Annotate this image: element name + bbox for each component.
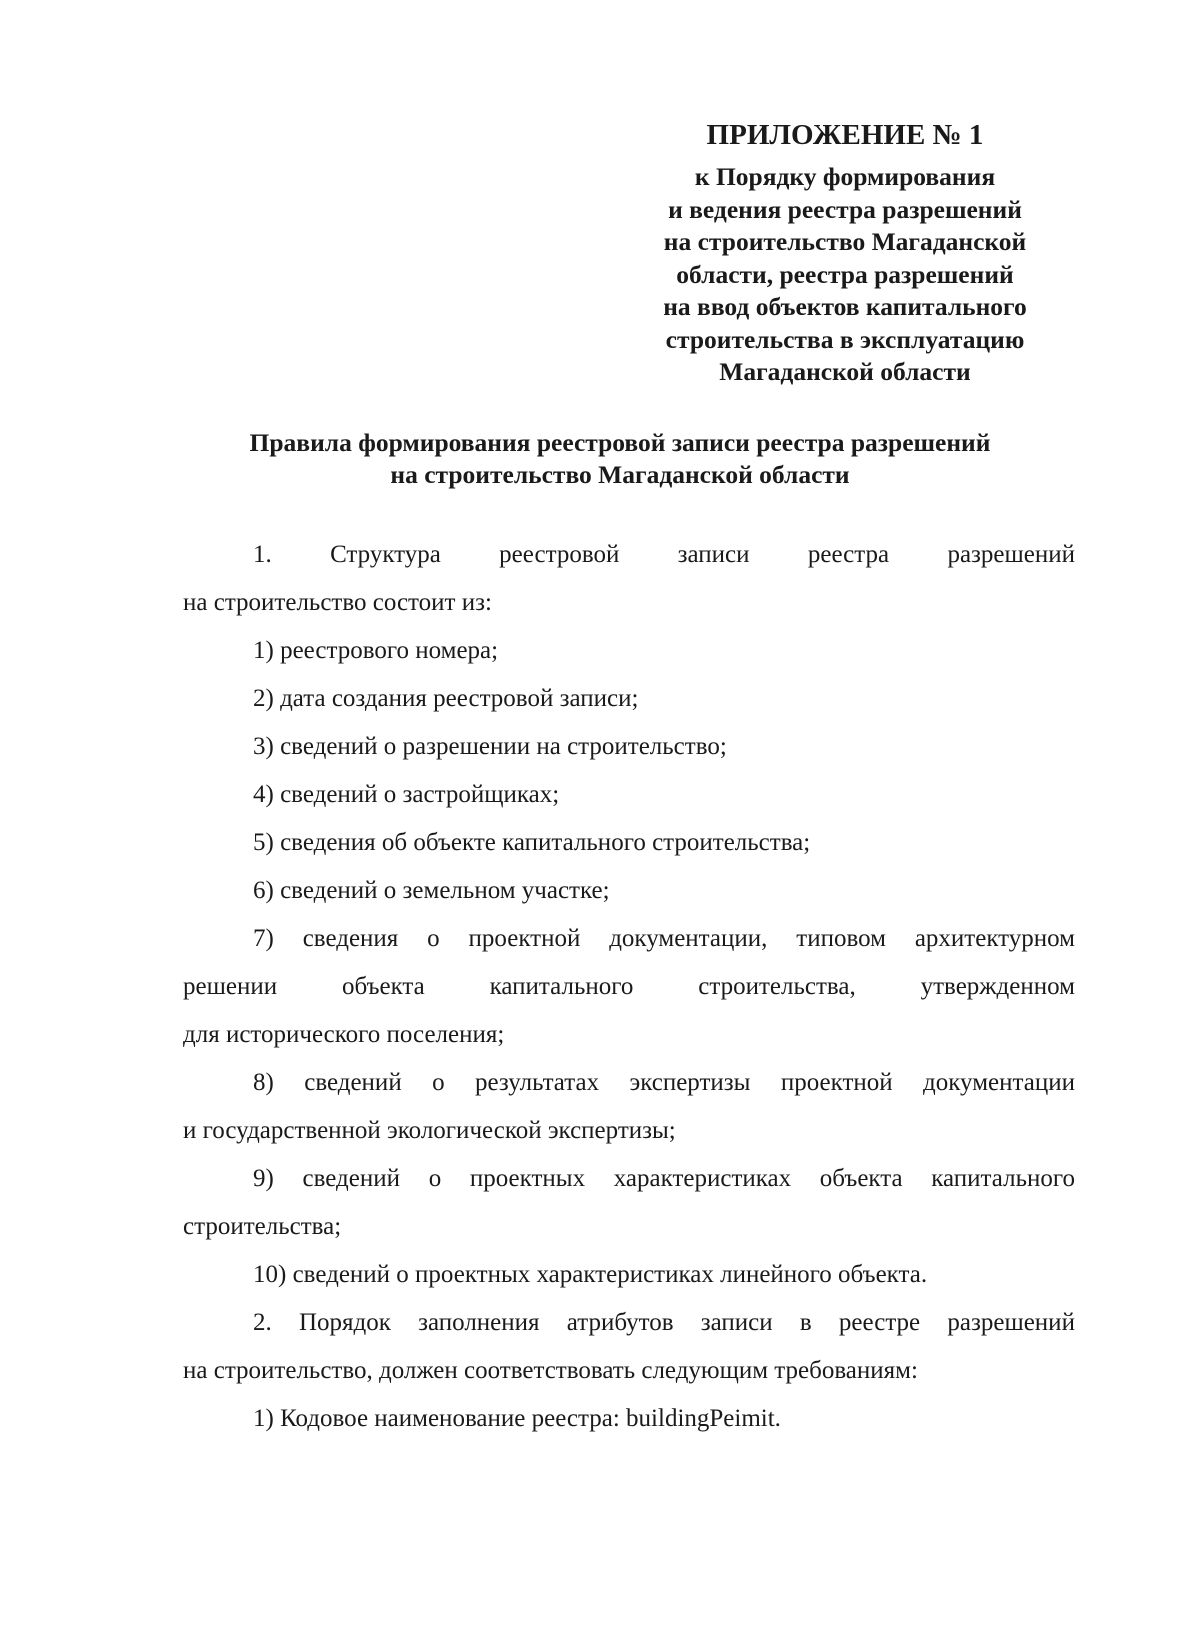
list-item: 6) сведений о земельном участке; [253, 877, 610, 904]
list-item: 5) сведения об объекте капитального строительства; [253, 829, 811, 856]
word: о [432, 1069, 445, 1096]
section-title-line: Правила формирования реестровой записи реестра разрешений [249, 428, 991, 457]
word: 8) [253, 1069, 274, 1096]
list-item: 1) Кодовое наименование реестра: buildingPeimit. [253, 1405, 781, 1432]
body-text [183, 540, 1075, 1452]
word: записи [677, 541, 750, 568]
list-item-8-line: и государственной экологической экспертизы; [183, 1117, 676, 1144]
list-item-7-line [183, 972, 1075, 1020]
word: капитального [931, 1165, 1075, 1192]
word: проектных [469, 1165, 586, 1192]
list-item: 10) сведений о проектных характеристиках линейного объекта. [253, 1261, 928, 1288]
list-item-8-line [183, 1068, 1075, 1116]
appendix-line: на ввод объектов капитального [663, 292, 1027, 321]
list-item-9-line [183, 1164, 1075, 1212]
list-item-7-line: для исторического поселения; [183, 1021, 505, 1048]
word: документации, [609, 925, 768, 952]
appendix-line: строительства в эксплуатацию [665, 324, 1025, 354]
list-item-9-line: строительства; [183, 1213, 342, 1240]
word: 2. [253, 1309, 272, 1336]
word: проектной [780, 1069, 893, 1096]
paragraph-2-line: на строительство, должен соответствовать следующим требованиям: [183, 1357, 918, 1384]
word: в [799, 1309, 812, 1336]
appendix-header [620, 118, 1070, 389]
list-item: 2) дата создания реестровой записи; [253, 685, 639, 712]
paragraph-1-line [183, 540, 1075, 588]
word: характеристиках [613, 1165, 792, 1192]
word: строительства, [698, 973, 856, 1000]
section-title-line: на строительство Магаданской области [390, 460, 850, 489]
list-item: 3) сведений о разрешении на строительство; [253, 733, 727, 760]
word: 9) [253, 1165, 274, 1192]
word: сведений [304, 1069, 402, 1096]
word: заполнения [418, 1309, 540, 1336]
word: о [427, 925, 440, 952]
word: атрибутов [566, 1309, 674, 1336]
word: решении [183, 973, 278, 1000]
word: капитального [489, 973, 634, 1000]
word: разрешений [947, 541, 1075, 568]
word: утвержденном [920, 973, 1075, 1000]
appendix-line: и ведения реестра разрешений [668, 194, 1022, 224]
word: сведения [302, 925, 399, 952]
word: проектной [468, 925, 581, 952]
word: 1. [253, 541, 272, 568]
word: реестра [807, 541, 890, 568]
word: реестровой [499, 541, 620, 568]
word: объекта [341, 973, 425, 1000]
word: типовом [796, 925, 886, 952]
appendix-title: ПРИЛОЖЕНИЕ № 1 [706, 119, 984, 151]
appendix-line: на строительство Магаданской [663, 227, 1027, 256]
list-item: 1) реестрового номера; [253, 637, 499, 664]
appendix-line: Магаданской области [719, 357, 971, 386]
word: реестре [838, 1309, 921, 1336]
word: сведений [302, 1165, 400, 1192]
word: архитектурном [914, 925, 1075, 952]
section-title [180, 427, 1060, 491]
word: экспертизы [629, 1069, 751, 1096]
word: объекта [819, 1165, 903, 1192]
list-item-7-line [183, 924, 1075, 972]
word: документации [923, 1069, 1075, 1096]
word: записи [700, 1309, 773, 1336]
appendix-line: области, реестра разрешений [676, 259, 1014, 289]
paragraph-1-continuation: на строительство состоит из: [183, 589, 492, 616]
word: 7) [253, 925, 274, 952]
appendix-line: к Порядку формирования [694, 162, 996, 191]
word: Порядок [298, 1309, 391, 1336]
word: разрешений [947, 1309, 1075, 1336]
word: результатах [474, 1069, 600, 1096]
word: Структура [330, 541, 441, 568]
paragraph-2-line [183, 1308, 1075, 1356]
word: о [428, 1165, 442, 1192]
list-item: 4) сведений о застройщиках; [253, 781, 560, 808]
